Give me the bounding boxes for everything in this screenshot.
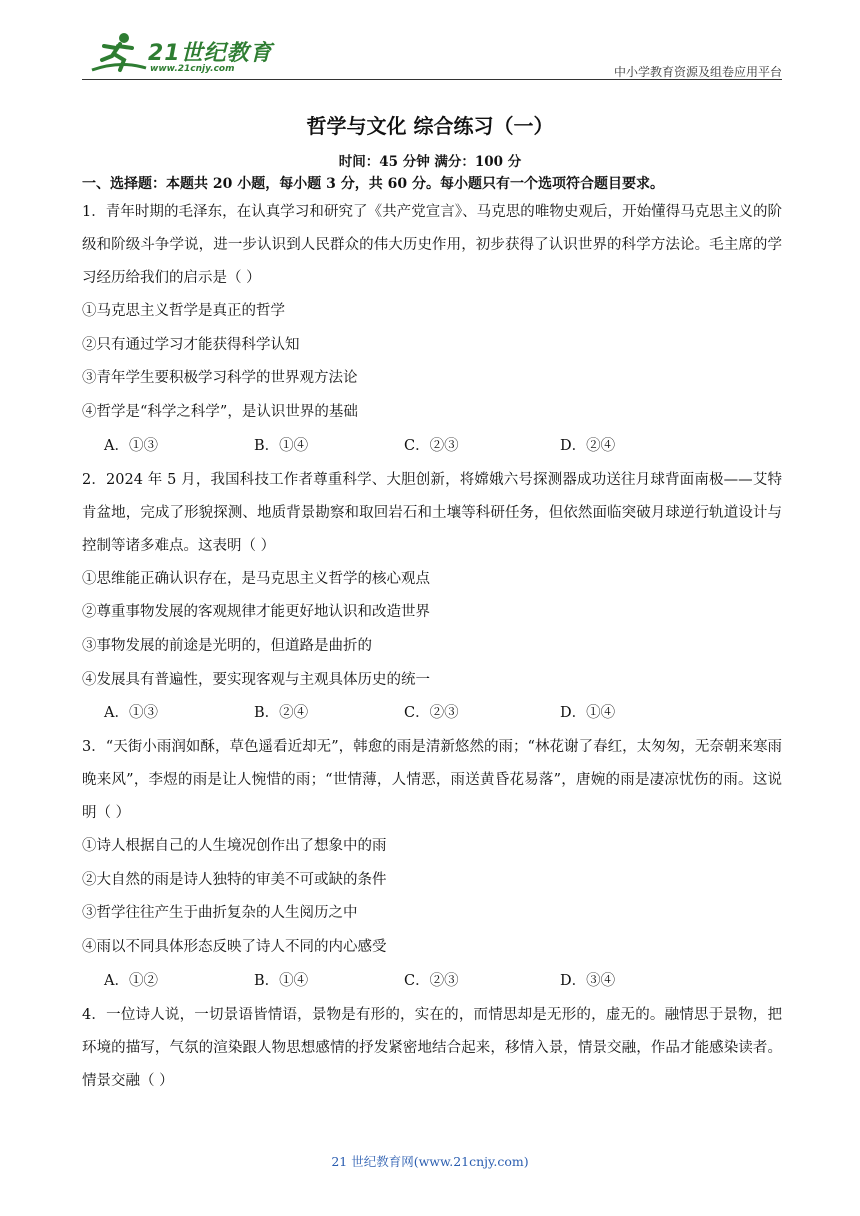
- answer-choices: [82, 430, 782, 464]
- question-option: ②尊重事物发展的客观规律才能更好地认识和改造世界: [82, 604, 430, 621]
- question-option: ①思维能正确认识存在，是马克思主义哲学的核心观点: [82, 570, 430, 587]
- logo-text: 21世纪教育: [148, 41, 273, 66]
- question-option: ④发展具有普遍性，要实现客观与主观具体历史的统一: [82, 671, 430, 688]
- question-stem: 4．一位诗人说，一切景语皆情语，景物是有形的，实在的，而情思却是无形的，虚无的。融情思于景物，把环境的描写，气氛的渲染跟人物思想感情的抒发紧密地结合起来，移情入景，情景交融，作品才能感染读者。情景交融（ ）: [82, 1006, 782, 1089]
- platform-label: 中小学教育资源及组卷应用平台: [613, 65, 782, 79]
- question-stem: 2．2024 年 5 月，我国科技工作者尊重科学、大胆创新，将嫦娥六号探测器成功送往月球背面南极——艾特肯盆地，完成了形貌探测、地质背景勘察和取回岩石和土壤等科研任务，但依然面临突破月球逆行轨道设计与控制等诸多难点。这表明（ ）: [82, 471, 782, 554]
- runner-logo-icon: [90, 30, 150, 76]
- question-option: ④哲学是“科学之科学”，是认识世界的基础: [82, 404, 358, 421]
- choice-d: D．③④: [560, 972, 616, 989]
- answer-choices: [82, 965, 782, 999]
- question-option: ③青年学生要积极学习科学的世界观方法论: [82, 370, 358, 387]
- choice-b: B．①④: [254, 972, 309, 989]
- question-option: ②大自然的雨是诗人独特的审美不可或缺的条件: [82, 871, 387, 888]
- answer-choices: [82, 697, 782, 731]
- question-stem: 3．“天街小雨润如酥，草色遥看近却无”，韩愈的雨是清新悠然的雨；“林花谢了春红，太匆匆，无奈朝来寒雨晚来风”，李煜的雨是让人惋惜的雨；“世情薄，人情恶，雨送黄昏花易落”，唐婉的雨是凄凉忧伤的雨。这说明（ ）: [82, 739, 782, 822]
- footer-link[interactable]: 21 世纪教育网(www.21cnjy.com): [331, 1154, 529, 1169]
- question-4: [82, 999, 782, 1098]
- question-3: [82, 731, 782, 999]
- question-option: ①马克思主义哲学是真正的哲学: [82, 303, 285, 319]
- choice-c: C．②③: [404, 705, 459, 722]
- logo: [90, 30, 280, 76]
- question-option: ③事物发展的前途是光明的，但道路是曲折的: [82, 637, 372, 654]
- choice-d: D．②④: [560, 437, 616, 454]
- question-option: ③哲学往往产生于曲折复杂的人生阅历之中: [82, 905, 358, 922]
- choice-b: B．①④: [254, 437, 309, 454]
- choice-c: C．②③: [404, 972, 459, 989]
- section-heading: 一、选择题：本题共 20 小题，每小题 3 分，共 60 分。每小题只有一个选项符合题目要求。: [82, 176, 664, 192]
- choice-a: A．①③: [104, 437, 158, 454]
- choice-b: B．②④: [254, 705, 309, 722]
- doc-meta: 时间：45 分钟 满分：100 分: [338, 154, 522, 170]
- question-1: [82, 196, 782, 464]
- choice-a: A．①②: [104, 972, 158, 989]
- question-option: ④雨以不同具体形态反映了诗人不同的内心感受: [82, 939, 387, 956]
- doc-title: 哲学与文化 综合练习（一）: [306, 114, 554, 138]
- choice-d: D．①④: [560, 705, 616, 722]
- header-divider: [82, 79, 782, 80]
- question-2: [82, 464, 782, 732]
- logo-url: www.21cnjy.com: [150, 64, 235, 74]
- question-option: ①诗人根据自己的人生境况创作出了想象中的雨: [82, 838, 387, 855]
- question-stem: 1．青年时期的毛泽东，在认真学习和研究了《共产党宣言》、马克思的唯物史观后，开始懂得马克思主义的阶级和阶级斗争学说，进一步认识到人民群众的伟大历史作用，初步获得了认识世界的科学方法论。毛主席的学习经历给我们的启示是（ ）: [82, 204, 782, 286]
- choice-c: C．②③: [404, 437, 459, 454]
- doc-content: [82, 172, 782, 1098]
- page-header: [82, 30, 782, 80]
- question-option: ②只有通过学习才能获得科学认知: [82, 336, 300, 353]
- choice-a: A．①③: [104, 705, 158, 722]
